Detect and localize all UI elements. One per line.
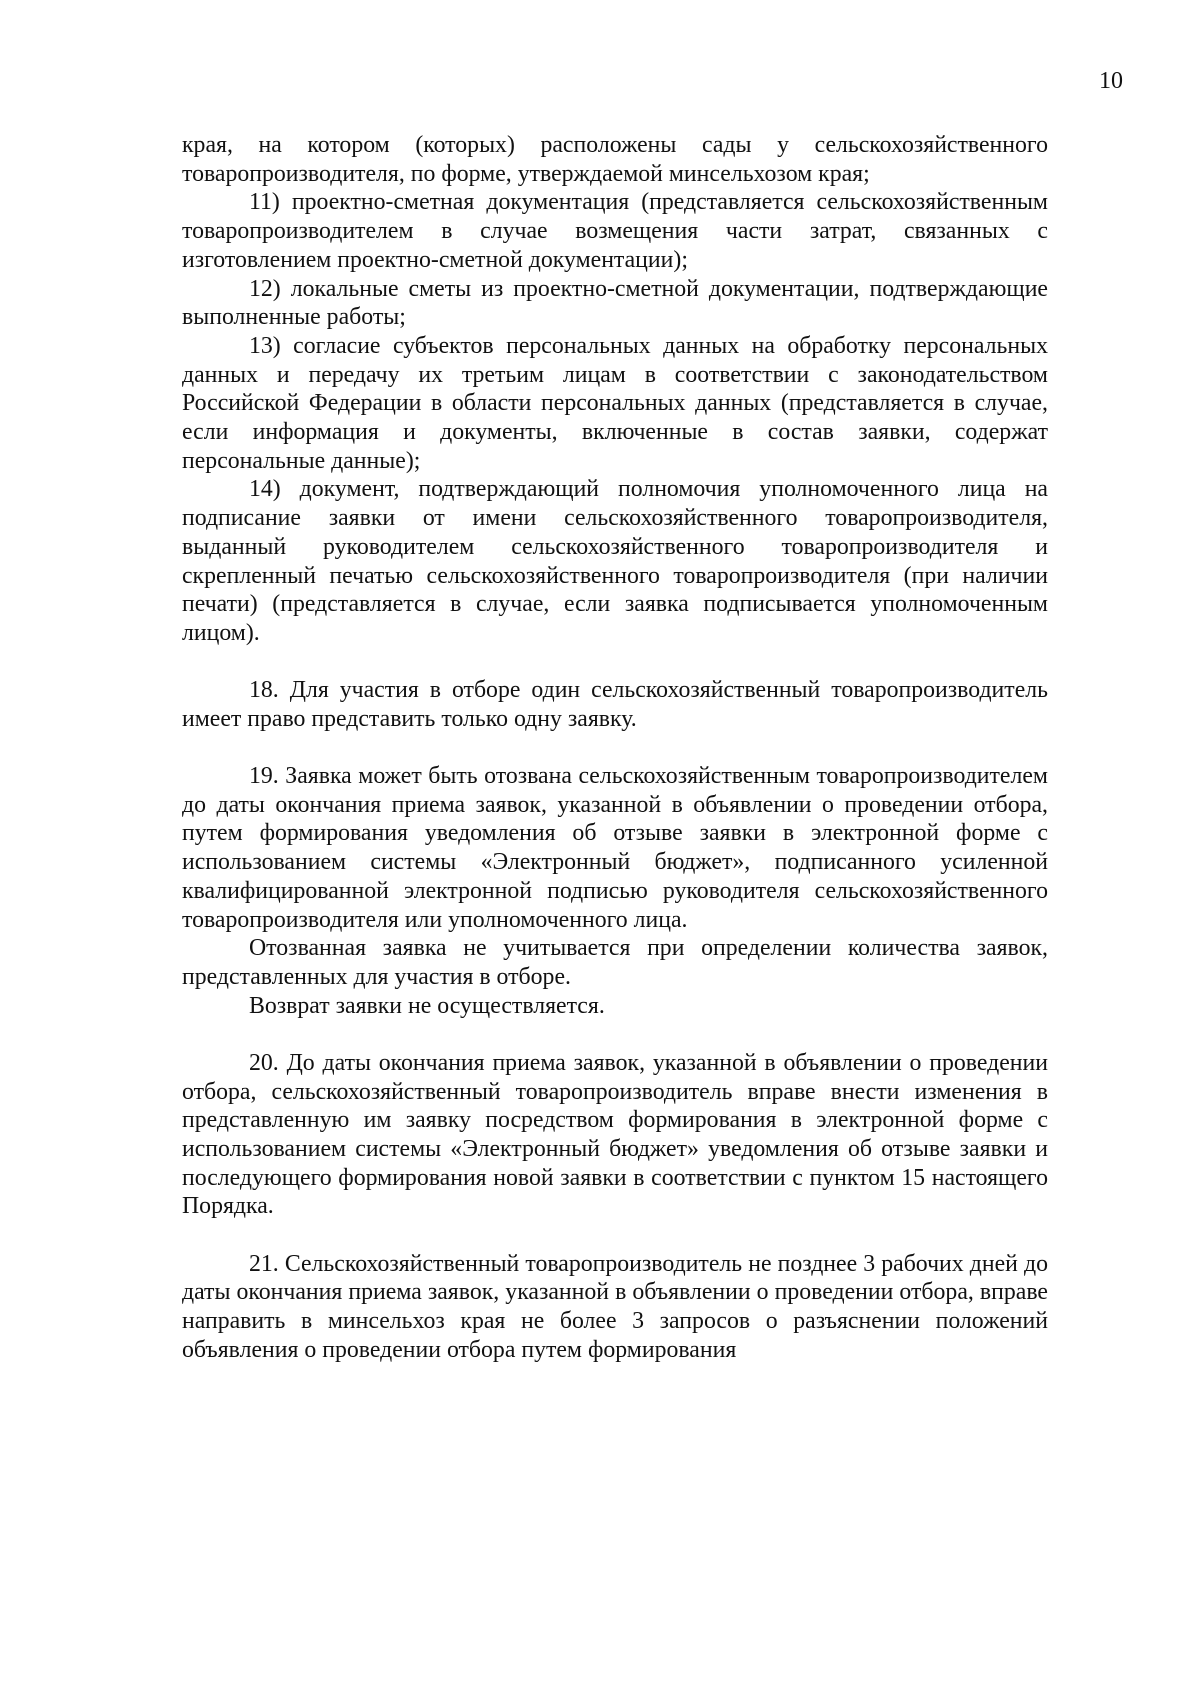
clause-19: 19. Заявка может быть отозвана сельскохозяйственным товаропроизводителем до даты окончания приема заявок, указанной в объявлении о проведении отбора, путем формирования уведомления об отзыве заявки в электронной форме с использованием системы «Электронный бюджет», подписанного усиленной квалифицированной электронной подписью руководителя сельскохозяйственного товаропроизводителя или уполномоченного лица.	[182, 763, 1048, 933]
clause-19-withdrawn-note: Отозванная заявка не учитывается при определении количества заявок, представленных для участия в отборе.	[182, 935, 1048, 990]
clause-18: 18. Для участия в отборе один сельскохозяйственный товаропроизводитель имеет право представить только одну заявку.	[182, 677, 1048, 732]
list-item-12: 12) локальные сметы из проектно-сметной документации, подтверждающие выполненные работы;	[182, 275, 1048, 331]
document-body	[182, 131, 1048, 1364]
clause-21: 21. Сельскохозяйственный товаропроизводитель не позднее 3 рабочих дней до даты окончания приема заявок, указанной в объявлении о проведении отбора, вправе направить в минсельхоз края не более 3 запросов о разъяснении положений объявления о проведении отбора путем формирования	[182, 1250, 1048, 1363]
list-item-14: 14) документ, подтверждающий полномочия уполномоченного лица на подписание заявки от имени сельскохозяйственного товаропроизводителя, выданный руководителем сельскохозяйственного товаропроизводителя и скрепленный печатью сельскохозяйственного товаропроизводителя (при наличии печати) (представляется в случае, если заявка подписывается уполномоченным лицом).	[182, 476, 1048, 646]
list-item-13: 13) согласие субъектов персональных данных на обработку персональных данных и передачу их третьим лицам в соответствии с законодательством Российской Федерации в области персональных данных (представляется в случае, если информация и документы, включенные в состав заявки, содержат персональные данные);	[182, 332, 1048, 474]
page-number: 10	[1099, 68, 1123, 94]
clause-19-no-return: Возврат заявки не осуществляется.	[249, 992, 605, 1019]
clause-20: 20. До даты окончания приема заявок, указанной в объявлении о проведении отбора, сельскохозяйственный товаропроизводитель вправе внести изменения в представленную им заявку посредством формирования в электронной форме с использованием системы «Электронный бюджет» уведомления об отзыве заявки и последующего формирования новой заявки в соответствии с пунктом 15 настоящего Порядка.	[182, 1049, 1048, 1220]
list-item-11: 11) проектно-сметная документация (представляется сельскохозяйственным товаропроизводителем в случае возмещения части затрат, связанных с изготовлением проектно-сметной документации);	[182, 189, 1048, 273]
paragraph-continuation: края, на котором (которых) расположены сады у сельскохозяйственного товаропроизводителя, по форме, утверждаемой минсельхозом края;	[182, 132, 1048, 187]
